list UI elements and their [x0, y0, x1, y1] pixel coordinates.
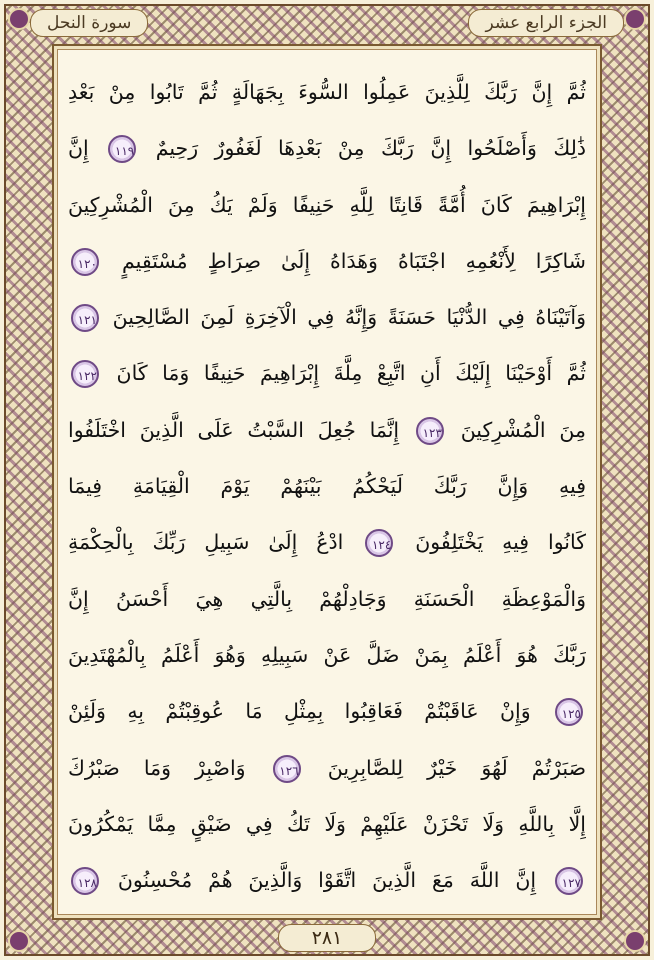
verse-line-2 [68, 120, 586, 176]
corner-rosette-icon [8, 930, 30, 952]
line-text: فِيهِ وَإِنَّ رَبَّكَ لَيَحْكُمُ بَيْنَهُمْ يَوْمَ الْقِيَامَةِ فِيمَا [68, 474, 586, 499]
verse-line-6 [68, 345, 586, 401]
ayah-marker-128: ١٢٨ [71, 867, 99, 895]
ayah-marker-127: ١٢٧ [555, 867, 583, 895]
page-number: ٢٨١ [278, 924, 376, 952]
verse-line-9 [68, 514, 586, 570]
surah-name-label: سورة النحل [30, 9, 148, 37]
line-text: إِنَّمَا جُعِلَ السَّبْتُ عَلَى الَّذِينَ اخْتَلَفُوا [68, 417, 400, 442]
verse-line-4 [68, 233, 586, 289]
line-text: وَإِنْ عَاقَبْتُمْ فَعَاقِبُوا بِمِثْلِ مَا عُوقِبْتُمْ بِهِ وَلَئِنْ [68, 699, 531, 724]
line-text: إِنَّ [68, 136, 89, 161]
line-text: ذَٰلِكَ وَأَصْلَحُوا إِنَّ رَبَّكَ مِنْ بَعْدِهَا لَغَفُورٌ رَحِيمٌ [155, 136, 586, 161]
line-text: كَانُوا فِيهِ يَخْتَلِفُونَ [415, 530, 586, 555]
ayah-marker-126: ١٢٦ [273, 755, 301, 783]
ayah-marker-121: ١٢١ [71, 304, 99, 332]
page-footer [267, 924, 387, 952]
line-text: إِبْرَاهِيمَ كَانَ أُمَّةً قَانِتًا لِلَّهِ حَنِيفًا وَلَمْ يَكُ مِنَ الْمُشْرِكِينَ [68, 192, 586, 217]
verse-line-3 [68, 177, 586, 233]
ayah-marker-119: ١١٩ [108, 135, 136, 163]
line-text: وَاصْبِرْ وَمَا صَبْرُكَ [68, 755, 246, 780]
corner-rosette-icon [624, 930, 646, 952]
verse-line-13 [68, 740, 586, 796]
line-text: وَآتَيْنَاهُ فِي الدُّنْيَا حَسَنَةً وَإِنَّهُ فِي الْآخِرَةِ لَمِنَ الصَّالِحِينَ [112, 305, 586, 330]
ayah-marker-122: ١٢٢ [71, 360, 99, 388]
line-text: مِنَ الْمُشْرِكِينَ [460, 417, 586, 442]
page-header [20, 8, 634, 38]
line-text: ثُمَّ إِنَّ رَبَّكَ لِلَّذِينَ عَمِلُوا السُّوءَ بِجَهَالَةٍ ثُمَّ تَابُوا مِنْ بَعْدِ [68, 80, 586, 104]
verse-line-7 [68, 402, 586, 458]
verse-line-10 [68, 571, 586, 627]
line-text: وَالْمَوْعِظَةِ الْحَسَنَةِ وَجَادِلْهُمْ بِالَّتِي هِيَ أَحْسَنُ إِنَّ [68, 586, 586, 611]
verse-line-5 [68, 289, 586, 345]
line-text: إِنَّ اللَّهَ مَعَ الَّذِينَ اتَّقَوْا وَالَّذِينَ هُمْ مُحْسِنُونَ [117, 868, 537, 893]
juz-label: الجزء الرابع عشر [468, 9, 624, 37]
line-text: رَبَّكَ هُوَ أَعْلَمُ بِمَنْ ضَلَّ عَنْ سَبِيلِهِ وَهُوَ أَعْلَمُ بِالْمُهْتَدِينَ [68, 642, 586, 667]
verse-line-14 [68, 796, 586, 852]
line-text: صَبَرْتُمْ لَهُوَ خَيْرٌ لِلصَّابِرِينَ [327, 755, 586, 780]
line-text: شَاكِرًا لِأَنْعُمِهِ اجْتَبَاهُ وَهَدَاهُ إِلَىٰ صِرَاطٍ مُسْتَقِيمٍ [122, 248, 586, 273]
line-text: إِلَّا بِاللَّهِ وَلَا تَحْزَنْ عَلَيْهِمْ وَلَا تَكُ فِي ضَيْقٍ مِمَّا يَمْكُرُونَ [68, 811, 586, 836]
line-text: ثُمَّ أَوْحَيْنَا إِلَيْكَ أَنِ اتَّبِعْ مِلَّةَ إِبْرَاهِيمَ حَنِيفًا وَمَا كَانَ [116, 361, 586, 386]
verse-line-8 [68, 458, 586, 514]
ayah-marker-123: ١٢٣ [416, 417, 444, 445]
ayah-marker-124: ١٢٤ [365, 529, 393, 557]
verse-line-1 [68, 64, 586, 120]
verse-line-11 [68, 627, 586, 683]
text-panel [52, 44, 602, 920]
verse-line-15 [68, 852, 586, 908]
line-text: ادْعُ إِلَىٰ سَبِيلِ رَبِّكَ بِالْحِكْمَةِ [68, 530, 344, 555]
ayah-marker-125: ١٢٥ [555, 698, 583, 726]
verse-line-12 [68, 683, 586, 739]
ayah-marker-120: ١٢٠ [71, 248, 99, 276]
verse-lines [68, 64, 586, 908]
